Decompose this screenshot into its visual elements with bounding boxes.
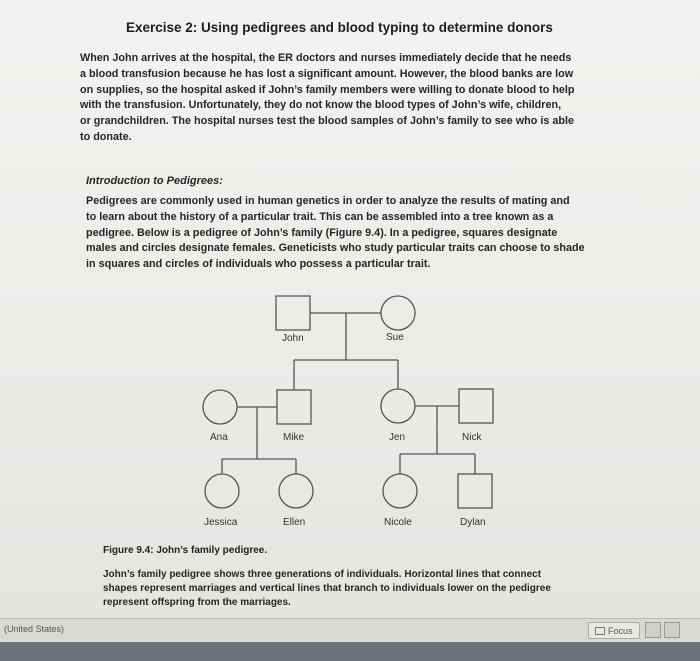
text-line: with the transfusion. Unfortunately, they do not know the blood types of John’s wife, children, xyxy=(80,99,562,112)
web-layout-icon[interactable] xyxy=(664,622,680,638)
text-line: When John arrives at the hospital, the ER doctors and nurses immediately decide that he needs xyxy=(80,52,572,64)
caption-text: John’s family pedigree. xyxy=(156,545,268,556)
focus-mode-button[interactable] xyxy=(588,622,640,639)
caption-paragraph xyxy=(103,568,603,610)
focus-label: Focus xyxy=(608,625,633,636)
label-john: John xyxy=(282,333,304,344)
figure-caption xyxy=(103,545,267,556)
label-sue: Sue xyxy=(386,332,404,343)
john-square xyxy=(276,296,310,330)
text-line: males and circles designate females. Geneticists who study particular traits can choose to shade xyxy=(86,242,585,255)
jen-circle xyxy=(381,389,415,423)
jessica-circle xyxy=(205,474,239,508)
dylan-square xyxy=(458,474,492,508)
text-line: represent offspring from the marriages. xyxy=(103,597,291,608)
exercise-title: Exercise 2: Using pedigrees and blood typing to determine donors xyxy=(126,20,553,35)
print-layout-icon[interactable] xyxy=(645,622,661,638)
label-ellen: Ellen xyxy=(283,517,306,528)
nick-square xyxy=(459,389,493,423)
text-line: to donate. xyxy=(80,130,132,143)
label-jessica: Jessica xyxy=(204,517,238,528)
mike-square xyxy=(277,390,311,424)
text-line: John’s family pedigree shows three generations of individuals. Horizontal lines that connect xyxy=(103,569,542,580)
text-line: Pedigrees are commonly used in human genetics in order to analyze the results of mating and xyxy=(86,195,570,207)
text-line: on supplies, so the hospital asked if John’s family members were willing to donate blood to help xyxy=(80,83,575,96)
section-subheading: Introduction to Pedigrees: xyxy=(86,175,223,187)
focus-icon xyxy=(595,627,605,635)
ellen-circle xyxy=(279,474,313,508)
label-ana: Ana xyxy=(210,432,228,443)
sue-circle xyxy=(381,296,415,330)
status-bar xyxy=(0,618,700,643)
text-line: pedigree. Below is a pedigree of John’s family (Figure 9.4). In a pedigree, squares designate xyxy=(86,226,558,239)
screen-bottom-edge xyxy=(0,642,700,661)
text-line: a blood transfusion because he has lost a significant amount. However, the blood banks are low xyxy=(80,67,574,80)
text-line: or grandchildren. The hospital nurses test the blood samples of John’s family to see who is able xyxy=(80,115,574,128)
label-nick: Nick xyxy=(462,432,482,443)
nicole-circle xyxy=(383,474,417,508)
label-mike: Mike xyxy=(283,432,305,443)
language-region[interactable]: (United States) xyxy=(4,624,65,634)
text-line: in squares and circles of individuals who possess a particular trait. xyxy=(86,258,431,271)
text-line: shapes represent marriages and vertical lines that branch to individuals lower on the pedigree xyxy=(103,583,551,594)
ana-circle xyxy=(203,390,237,424)
label-dylan: Dylan xyxy=(460,517,486,528)
label-nicole: Nicole xyxy=(384,517,412,528)
text-line: to learn about the history of a particular trait. This can be assembled into a tree known as a xyxy=(86,210,554,223)
label-jen: Jen xyxy=(389,432,406,443)
caption-label: Figure 9.4: xyxy=(103,545,154,556)
